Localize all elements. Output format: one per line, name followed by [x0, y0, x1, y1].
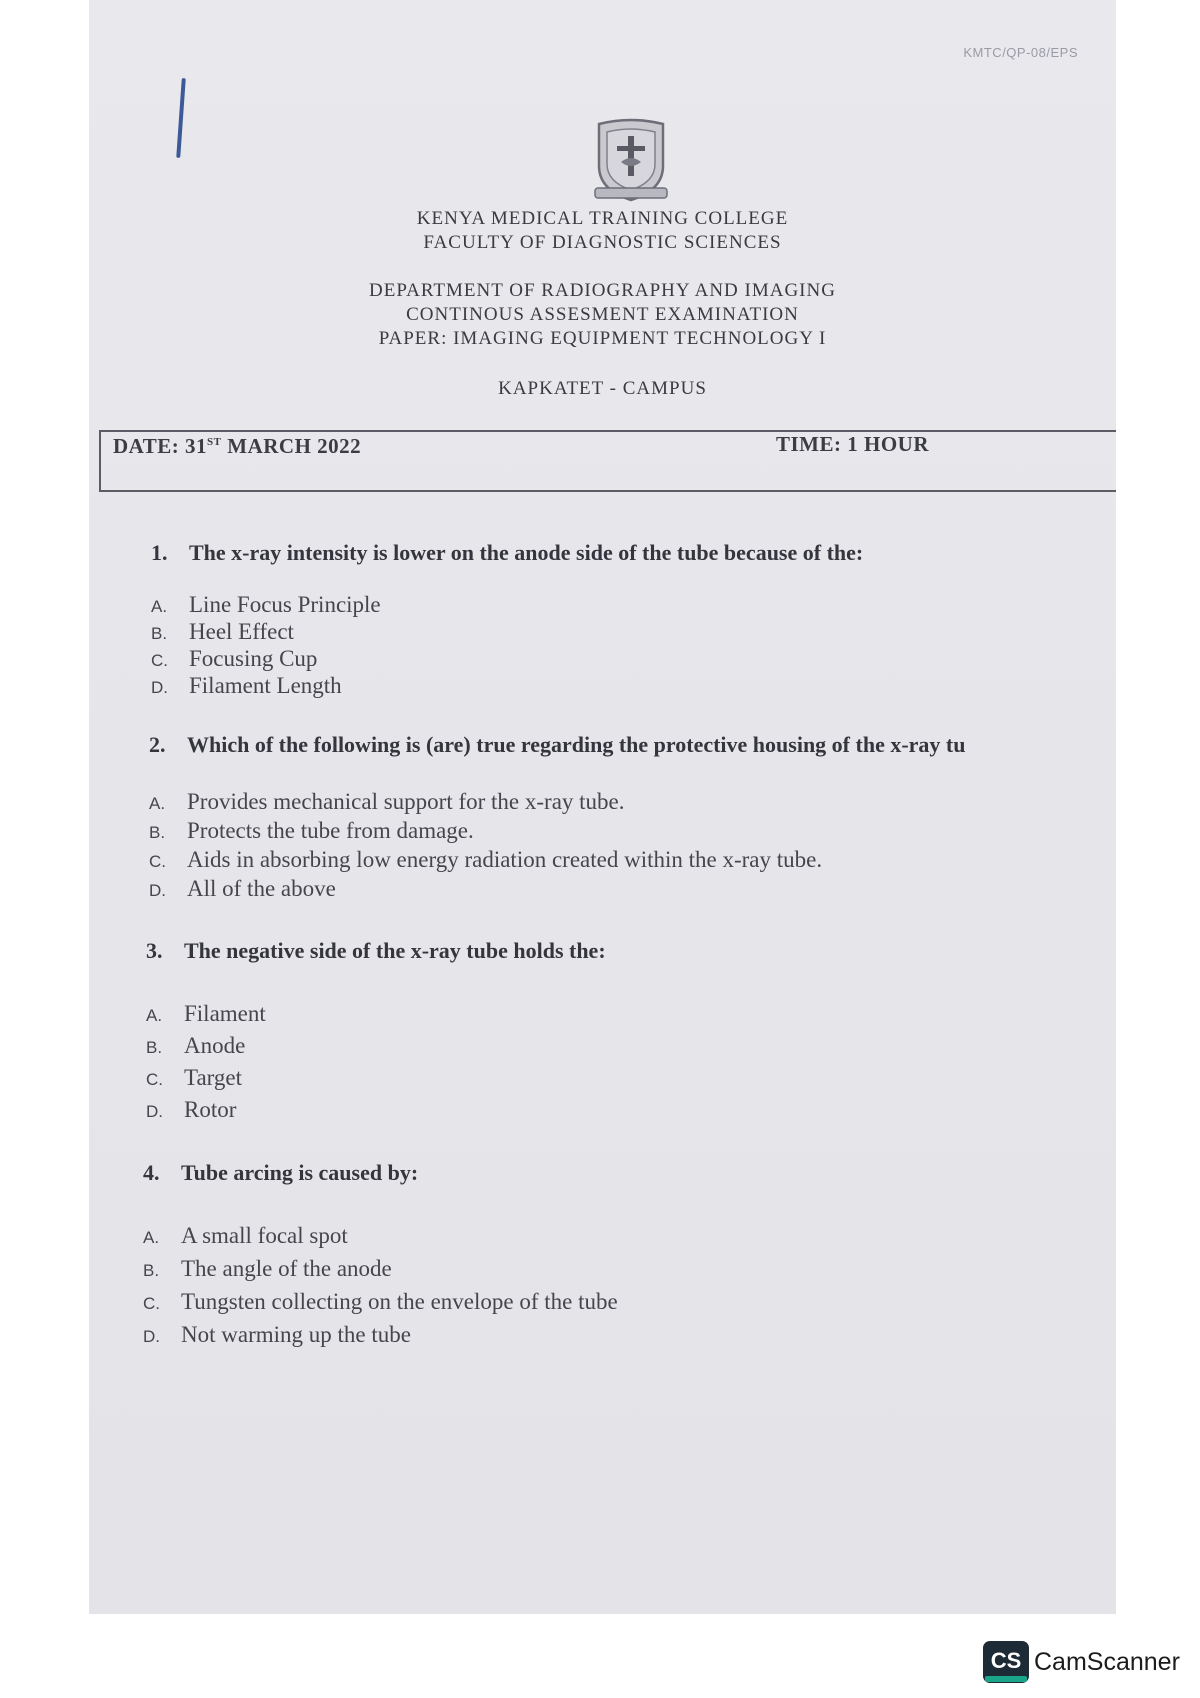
date-time-box [99, 430, 1116, 492]
option-1d: D. Filament Length [151, 673, 342, 698]
option-4b: B. The angle of the anode [143, 1256, 392, 1281]
option-3d: D. Rotor [146, 1097, 237, 1122]
option-3b: B. Anode [146, 1033, 246, 1058]
camscanner-brand: CamScanner [1034, 1648, 1180, 1676]
exam-title: CONTINOUS ASSESMENT EXAMINATION [406, 304, 799, 325]
scanned-page [89, 0, 1116, 1614]
camscanner-logo-icon [982, 1640, 1030, 1684]
reference-code: KMTC/QP-08/EPS [963, 45, 1078, 60]
option-1c: C. Focusing Cup [151, 646, 318, 671]
question-text: The negative side of the x-ray tube holds the: [184, 938, 606, 963]
option-4d: D. Not warming up the tube [143, 1322, 411, 1347]
college-crest-icon [589, 118, 673, 202]
question-3 [146, 938, 606, 964]
question-text: Which of the following is (are) true regarding the protective housing of the x-ray tu [187, 732, 966, 757]
faculty-name: FACULTY OF DIAGNOSTIC SCIENCES [423, 232, 782, 253]
option-3a: A. Filament [146, 1001, 266, 1026]
option-3c: C. Target [146, 1065, 242, 1090]
option-2a: A. Provides mechanical support for the x-ray tube. [149, 789, 625, 814]
exam-duration: TIME: 1 HOUR [776, 432, 929, 456]
question-number: 4. [143, 1160, 160, 1185]
option-1a: A. Line Focus Principle [151, 592, 381, 617]
option-4a: A. A small focal spot [143, 1223, 348, 1248]
campus-name: KAPKATET - CAMPUS [498, 378, 707, 399]
college-name: KENYA MEDICAL TRAINING COLLEGE [416, 208, 789, 229]
question-4 [143, 1160, 418, 1186]
svg-text:CS: CS [990, 1648, 1022, 1673]
exam-date: DATE: 31ST MARCH 2022 [113, 434, 362, 458]
option-4c: C. Tungsten collecting on the envelope of the tube [143, 1289, 618, 1314]
question-text: The x-ray intensity is lower on the anode side of the tube because of the: [189, 540, 864, 565]
paper-title: PAPER: IMAGING EQUIPMENT TECHNOLOGY I [378, 328, 827, 349]
option-1b: B. Heel Effect [151, 619, 294, 644]
question-number: 1. [151, 540, 168, 565]
option-2b: B. Protects the tube from damage. [149, 818, 474, 843]
question-number: 2. [149, 732, 166, 757]
question-text: Tube arcing is caused by: [181, 1160, 419, 1185]
option-2d: D. All of the above [149, 876, 336, 901]
department-name: DEPARTMENT OF RADIOGRAPHY AND IMAGING [369, 280, 836, 301]
pen-mark [176, 78, 186, 158]
question-2 [149, 732, 966, 758]
option-2c: C. Aids in absorbing low energy radiation created within the x-ray tube. [149, 847, 823, 872]
question-number: 3. [146, 938, 163, 963]
question-1 [151, 540, 863, 566]
